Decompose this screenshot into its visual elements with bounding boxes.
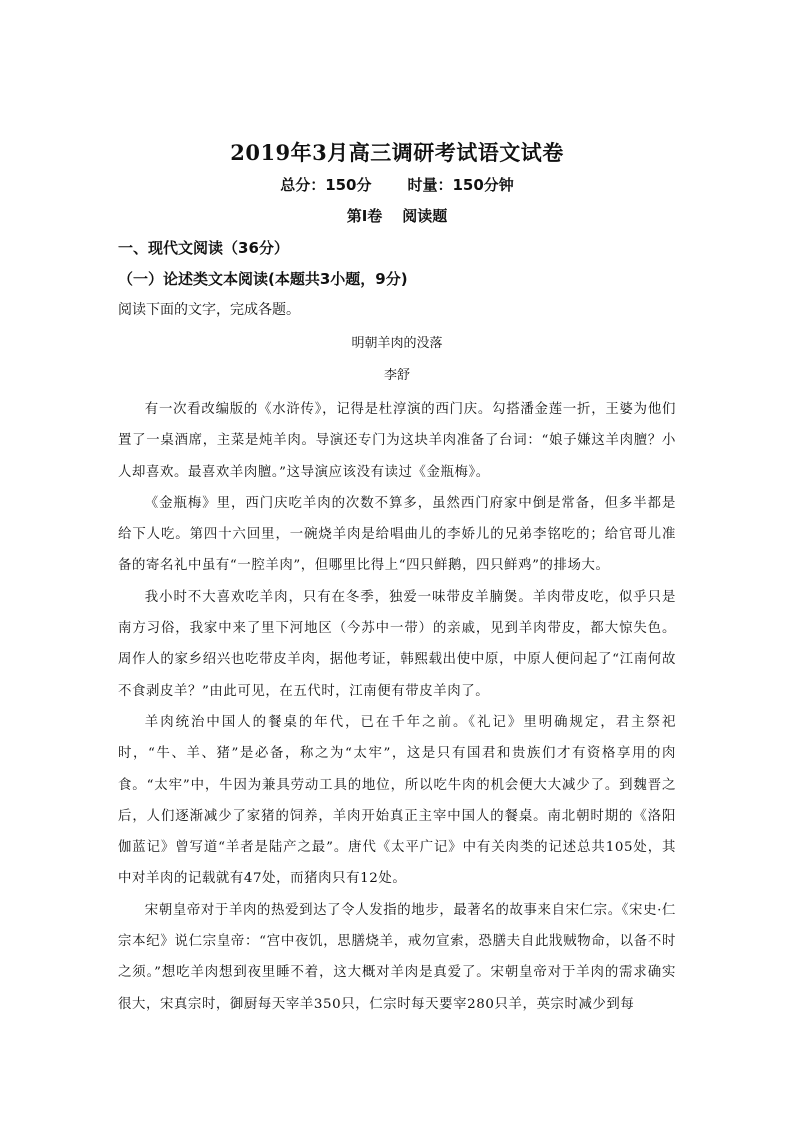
- time-limit: 时量：150分钟: [407, 176, 514, 194]
- exam-meta: [0, 174, 794, 195]
- article-body: [118, 394, 676, 1020]
- article-title: 明朝羊肉的没落: [351, 336, 443, 351]
- paragraph: 我小时不大喜欢吃羊肉，只有在冬季，独爱一味带皮羊腩煲。羊肉带皮吃，似乎只是南方习俗，我家中来了里下河地区（今苏中一带）的亲戚，见到羊肉带皮，都大惊失色。周作人的家乡绍兴也吃带皮羊肉，据他考证，韩熙载出使中原，中原人便问起了“江南何故不食剥皮羊？”由此可见，在五代时，江南便有带皮羊肉了。: [118, 589, 676, 699]
- article-author: 李舒: [383, 368, 410, 383]
- volume-number: 第Ⅰ卷: [346, 207, 383, 225]
- instruction-text: 阅读下面的文字，完成各题。: [118, 302, 300, 318]
- volume-name: 阅读题: [402, 207, 448, 225]
- paragraph: 宋朝皇帝对于羊肉的热爱到达了令人发指的地步，最著名的故事来自宋仁宗。《宋史·仁宗本纪》说仁宗皇帝：“宫中夜饥，思膳烧羊，戒勿宣索，恐膳夫自此戕贼物命，以备不时之须。”想吃羊肉想到夜里睡不着，这大概对羊肉是真爱了。宋朝皇帝对于羊肉的需求确实很大，宋真宗时，御厨每天宰羊350只，仁宗时每天要宰280只羊，英宗时减少到每: [118, 902, 676, 1012]
- paragraph: 有一次看改编版的《水浒传》，记得是杜淳演的西门庆。勾搭潘金莲一折，王婆为他们置了一桌酒席，主菜是炖羊肉。导演还专门为这块羊肉准备了台词：“娘子嫌这羊肉膻？小人却喜欢。最喜欢羊肉膻。”这导演应该没有读过《金瓶梅》。: [118, 402, 676, 480]
- paragraph: 《金瓶梅》里，西门庆吃羊肉的次数不算多，虽然西门府家中倒是常备，但多半都是给下人吃。第四十六回里，一碗烧羊肉是给唱曲儿的李娇儿的兄弟李铭吃的；给官哥儿准备的寄名礼中虽有“一腔羊肉”，但哪里比得上“四只鲜鹅，四只鲜鸡”的排场大。: [118, 495, 676, 574]
- paragraph: 羊肉统治中国人的餐桌的年代，已在千年之前。《礼记》里明确规定，君主祭祀时，“牛、羊、猪”是必备，称之为“太牢”，这是只有国君和贵族们才有资格享用的肉食。“太牢”中，牛因为兼具劳动工具的地位，所以吃牛肉的机会便大大减少了。到魏晋之后，人们逐渐减少了家猪的饲养，羊肉开始真正主宰中国人的餐桌。南北朝时期的《洛阳伽蓝记》曾写道“羊者是陆产之最”。唐代《太平广记》中有关肉类的记述总共105处，其中对羊肉的记载就有47处，而猪肉只有12处。: [118, 714, 676, 887]
- volume-heading: [0, 205, 794, 226]
- total-score: 总分：150分: [280, 176, 372, 194]
- exam-title: 2019年3月高三调研考试语文试卷: [230, 140, 564, 165]
- subsection-heading: （一）论述类文本阅读(本题共3小题，9分): [118, 270, 408, 288]
- section-heading: 一、现代文阅读（36分）: [118, 239, 289, 257]
